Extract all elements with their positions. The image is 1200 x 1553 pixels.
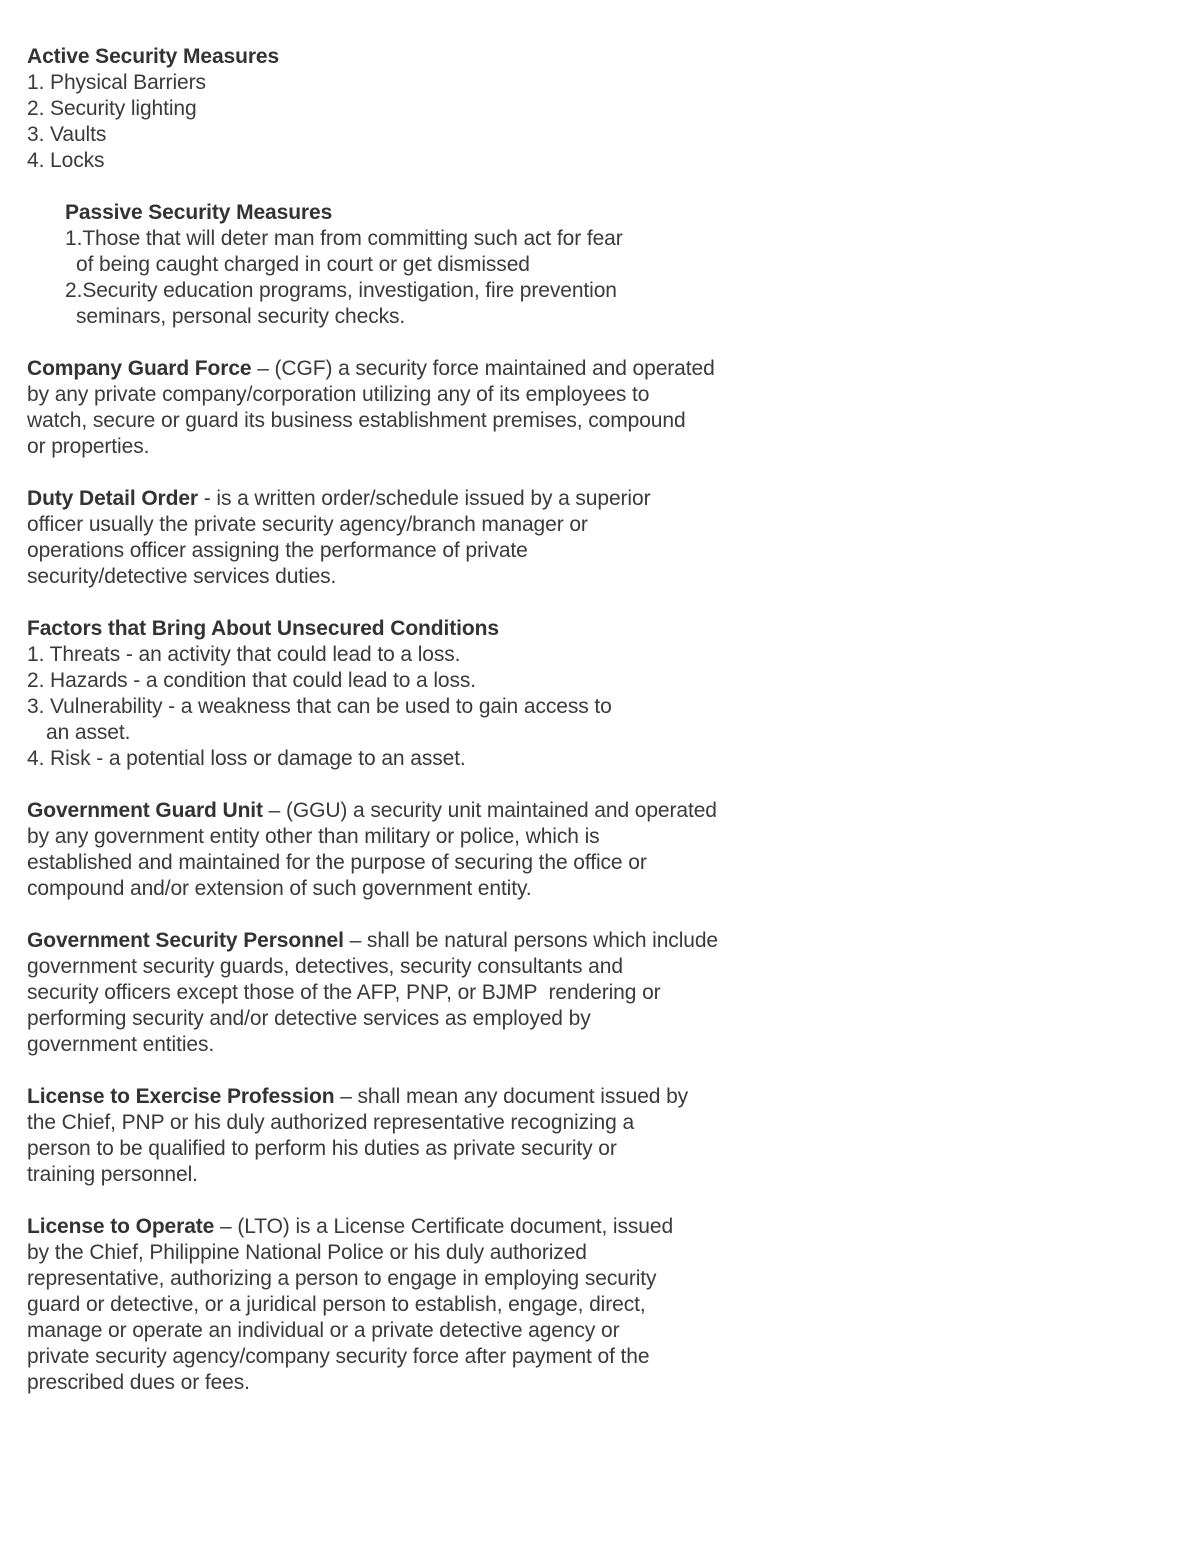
definition-text: by any private company/corporation utilizing any of its employees to [27, 383, 650, 406]
active-measures-heading: Active Security Measures [27, 45, 280, 68]
spacer [27, 174, 827, 200]
definition-text: – (GGU) a security unit maintained and operated [262, 799, 717, 822]
definition-gsp [27, 928, 827, 954]
document-page [27, 44, 827, 1396]
term-license-to-exercise-profession: License to Exercise Profession [27, 1085, 335, 1108]
definition-text: by the Chief, Philippine National Police or his duly authorized [27, 1241, 587, 1264]
definition-text: manage or operate an individual or a private detective agency or [27, 1319, 620, 1342]
factors-heading: Factors that Bring About Unsecured Conditions [27, 617, 499, 640]
passive-measures-heading: Passive Security Measures [65, 201, 333, 224]
definition-text: government entities. [27, 1033, 215, 1056]
definition-ggu [27, 798, 827, 824]
definition-text: - is a written order/schedule issued by a superior [198, 487, 651, 510]
term-license-to-operate: License to Operate [27, 1215, 215, 1238]
list-item: 3. Vaults [27, 123, 107, 146]
list-item: 2.Security education programs, investigation, fire prevention [65, 279, 617, 302]
list-item: 2. Hazards - a condition that could lead to a loss. [27, 669, 476, 692]
definition-lto [27, 1214, 827, 1240]
definition-text: private security agency/company security force after payment of the [27, 1345, 650, 1368]
spacer [27, 590, 827, 616]
definition-ddo [27, 486, 827, 512]
definition-text: – (CGF) a security force maintained and operated [251, 357, 715, 380]
definition-cgf [27, 356, 827, 382]
spacer [27, 902, 827, 928]
definition-text: established and maintained for the purpose of securing the office or [27, 851, 647, 874]
definition-lep [27, 1084, 827, 1110]
definition-text: guard or detective, or a juridical person to establish, engage, direct, [27, 1293, 646, 1316]
definition-text: person to be qualified to perform his duties as private security or [27, 1137, 617, 1160]
list-item: 3. Vulnerability - a weakness that can be used to gain access to [27, 695, 612, 718]
term-government-security-personnel: Government Security Personnel [27, 929, 344, 952]
definition-text: prescribed dues or fees. [27, 1371, 250, 1394]
list-item-continuation: of being caught charged in court or get dismissed [76, 253, 530, 276]
definition-text: by any government entity other than military or police, which is [27, 825, 600, 848]
definition-text: watch, secure or guard its business establishment premises, compound [27, 409, 686, 432]
list-item-continuation: seminars, personal security checks. [76, 305, 406, 328]
definition-text: compound and/or extension of such government entity. [27, 877, 532, 900]
spacer [27, 1058, 827, 1084]
definition-text: training personnel. [27, 1163, 198, 1186]
definition-text: – shall mean any document issued by [334, 1085, 689, 1108]
definition-text: security officers except those of the AFP, PNP, or BJMP rendering or [27, 981, 661, 1004]
list-item: 1.Those that will deter man from committing such act for fear [65, 227, 623, 250]
definition-text: representative, authorizing a person to engage in employing security [27, 1267, 657, 1290]
spacer [27, 1188, 827, 1214]
term-company-guard-force: Company Guard Force [27, 357, 252, 380]
spacer [27, 460, 827, 486]
definition-text: operations officer assigning the performance of private [27, 539, 528, 562]
list-item: 2. Security lighting [27, 97, 197, 120]
spacer [27, 772, 827, 798]
definition-text: – shall be natural persons which include [343, 929, 719, 952]
definition-text: security/detective services duties. [27, 565, 337, 588]
list-item: 4. Risk - a potential loss or damage to an asset. [27, 747, 466, 770]
list-item-continuation: an asset. [46, 721, 131, 744]
definition-text: performing security and/or detective services as employed by [27, 1007, 591, 1030]
list-item: 1. Physical Barriers [27, 71, 206, 94]
definition-text: the Chief, PNP or his duly authorized representative recognizing a [27, 1111, 635, 1134]
term-duty-detail-order: Duty Detail Order [27, 487, 199, 510]
spacer [27, 330, 827, 356]
definition-text: – (LTO) is a License Certificate document, issued [214, 1215, 674, 1238]
definition-text: or properties. [27, 435, 150, 458]
term-government-guard-unit: Government Guard Unit [27, 799, 263, 822]
list-item: 1. Threats - an activity that could lead to a loss. [27, 643, 461, 666]
definition-text: government security guards, detectives, security consultants and [27, 955, 623, 978]
list-item: 4. Locks [27, 149, 105, 172]
definition-text: officer usually the private security agency/branch manager or [27, 513, 588, 536]
